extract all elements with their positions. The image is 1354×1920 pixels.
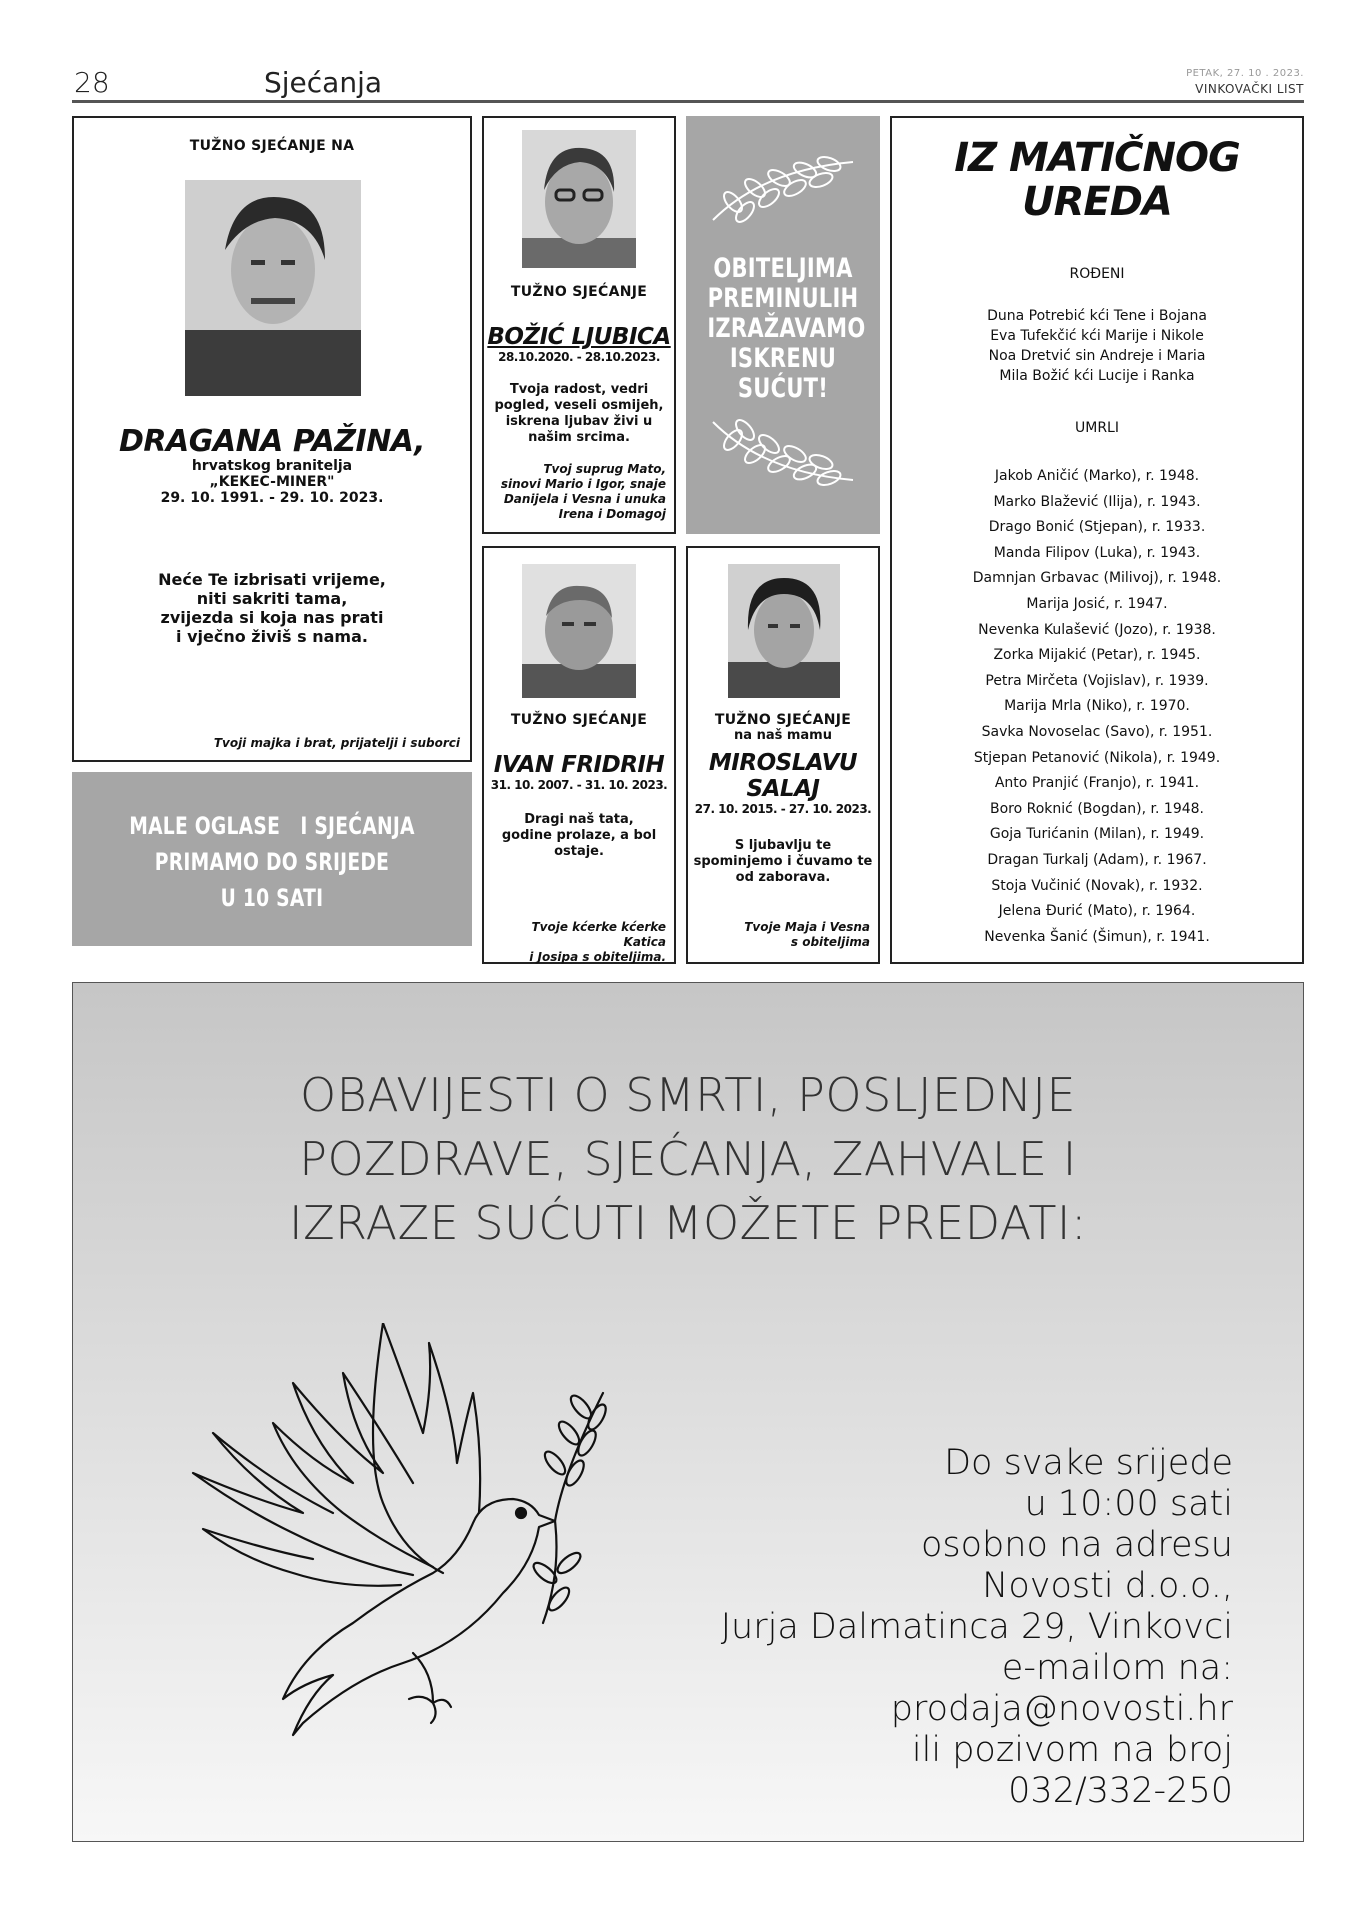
submission-info-ad xyxy=(72,982,1304,1842)
deceased-dates: 28.10.2020. - 28.10.2023. xyxy=(498,350,660,364)
signature-line: Irena i Domagoj xyxy=(558,507,666,521)
born-label: ROĐENI xyxy=(1069,266,1125,282)
registry-title xyxy=(892,136,1302,224)
text-line: spominjemo i čuvamo te xyxy=(693,854,873,869)
info-line: Do svake srijede xyxy=(944,1443,1233,1483)
died-entry: Boro Roknić (Bogdan), r. 1948. xyxy=(990,800,1204,817)
verse-line: Neće Te izbrisati vrijeme, xyxy=(158,570,386,589)
headline-line: IZRAZE SUĆUTI MOŽETE PREDATI: xyxy=(289,1196,1087,1250)
notice-caption: TUŽNO SJEĆANJE xyxy=(714,712,852,728)
dove-with-olive-branch-icon xyxy=(183,1323,643,1783)
signature xyxy=(486,462,666,522)
born-entry: Noa Dretvić sin Andreje i Maria xyxy=(988,348,1206,364)
notice-subcaption: na naš mamu xyxy=(734,728,832,743)
verse-line: i vječno živiš s nama. xyxy=(176,627,368,646)
header-rule xyxy=(72,100,1304,103)
died-entry: Stjepan Petanović (Nikola), r. 1949. xyxy=(973,749,1221,766)
deceased-dates: 31. 10. 2007. - 31. 10. 2023. xyxy=(490,778,668,792)
deceased-name: DRAGANA PAŽINA, xyxy=(119,424,425,459)
ad-headline xyxy=(73,1063,1303,1255)
died-entry: Damnjan Grbavac (Milivoj), r. 1948. xyxy=(972,570,1222,587)
notice-caption: TUŽNO SJEĆANJE xyxy=(510,284,648,300)
born-entry: Eva Tufekčić kći Marije i Nikole xyxy=(990,328,1204,344)
signature: Tvoji majka i brat, prijatelji i suborci xyxy=(213,736,460,750)
born-list xyxy=(892,306,1302,386)
condolence-line: PREMINULIH xyxy=(707,283,859,314)
died-entry: Drago Bonić (Stjepan), r. 1933. xyxy=(988,519,1206,536)
died-entry: Petra Mirčeta (Vojislav), r. 1939. xyxy=(985,672,1209,689)
signature-line: Danijela i Vesna i unuka xyxy=(503,492,666,506)
text-line: od zaborava. xyxy=(735,870,831,885)
newspaper-name: VINKOVAČKI LIST xyxy=(1195,82,1304,96)
portrait-woman-icon xyxy=(728,564,840,698)
died-entry: Stoja Vučinić (Novak), r. 1932. xyxy=(991,877,1203,894)
notice-bozic xyxy=(482,116,676,534)
died-entry: Nevenka Šanić (Šimun), r. 1941. xyxy=(984,928,1210,945)
signature-line: s obiteljima xyxy=(790,935,870,949)
died-entry: Manda Filipov (Luka), r. 1943. xyxy=(993,544,1201,561)
text-line: S ljubavlju te xyxy=(734,838,832,853)
ad-contact-info xyxy=(633,1443,1233,1812)
text-line: pogled, veseli osmijeh, xyxy=(494,398,664,413)
ads-line: PRIMAMO DO SRIJEDE xyxy=(154,848,390,876)
info-line: ili pozivom na broj xyxy=(911,1730,1233,1770)
condolence-line: ISKRENU xyxy=(729,343,837,374)
signature-line: Tvoje Maja i Vesna xyxy=(744,920,870,934)
portrait-photo xyxy=(185,180,361,396)
deceased-dates: 27. 10. 2015. - 27. 10. 2023. xyxy=(694,802,872,816)
ads-deadline-box xyxy=(72,772,472,946)
section-title: Sjećanja xyxy=(264,66,383,99)
died-entry: Goja Turićanin (Milan), r. 1949. xyxy=(989,826,1205,843)
born-entry: Mila Božić kći Lucije i Ranka xyxy=(999,368,1195,384)
ads-line: U 10 SATI xyxy=(220,884,324,912)
memorial-text xyxy=(484,382,674,446)
verse xyxy=(74,570,470,646)
portrait-photo xyxy=(522,564,636,698)
died-entry: Zorka Mijakić (Petar), r. 1945. xyxy=(993,647,1201,664)
signature xyxy=(690,920,870,950)
died-entry: Marija Josić, r. 1947. xyxy=(1026,595,1168,612)
olive-branch-icon xyxy=(700,150,866,230)
info-line: Novosti d.o.o., xyxy=(982,1566,1233,1606)
text-line: godine prolaze, a bol xyxy=(501,828,657,843)
email-link[interactable]: prodaja@novosti.hr xyxy=(890,1689,1233,1729)
portrait-man-icon xyxy=(522,564,636,698)
died-list xyxy=(892,464,1302,950)
notice-pazina xyxy=(72,116,472,762)
info-line: u 10:00 sati xyxy=(1024,1484,1233,1524)
ads-line: MALE OGLASE I SJEĆANJA xyxy=(129,812,415,840)
died-entry: Marko Blažević (Ilija), r. 1943. xyxy=(993,493,1201,510)
portrait-photo xyxy=(728,564,840,698)
name-line: SALAJ xyxy=(746,776,820,802)
portrait-woman-icon xyxy=(522,130,636,268)
born-entry: Duna Potrebić kći Tene i Bojana xyxy=(987,308,1207,324)
page-number: 28 xyxy=(74,66,110,99)
text-line: iskrena ljubav živi u xyxy=(505,414,653,429)
text-line: ostaje. xyxy=(554,844,604,859)
condolence-line: IZRAŽAVAMO xyxy=(707,313,866,344)
memorial-text xyxy=(484,812,674,860)
info-line: osobno na adresu xyxy=(921,1525,1233,1565)
portrait-photo xyxy=(522,130,636,268)
died-entry: Dragan Turkalj (Adam), r. 1967. xyxy=(987,851,1207,868)
title-line: IZ MATIČNOG xyxy=(954,135,1240,181)
verse-line: zvijezda si koja nas prati xyxy=(160,608,384,627)
condolence-box xyxy=(686,116,880,534)
died-entry: Nevenka Kulašević (Jozo), r. 1938. xyxy=(978,621,1216,638)
deceased-name: IVAN FRIDRIH xyxy=(493,752,665,778)
died-entry: Jakob Aničić (Marko), r. 1948. xyxy=(994,468,1200,484)
text-line: Dragi naš tata, xyxy=(524,812,634,827)
notice-caption: TUŽNO SJEĆANJE xyxy=(510,712,648,728)
signature-line: i Josipa s obiteljima. xyxy=(529,950,666,964)
olive-branch-icon xyxy=(700,412,866,492)
condolence-line: OBITELJIMA xyxy=(713,253,853,284)
condolence-line: SUĆUT! xyxy=(737,373,829,404)
verse-line: niti sakriti tama, xyxy=(196,589,348,608)
deceased-title: hrvatskog branitelja xyxy=(191,458,353,474)
text-line: Tvoja radost, vedri xyxy=(509,382,649,397)
notice-caption: TUŽNO SJEĆANJE NA xyxy=(189,138,355,154)
died-entry: Savka Novoselac (Savo), r. 1951. xyxy=(981,723,1213,740)
signature xyxy=(486,920,666,965)
phone-number[interactable]: 032/332-250 xyxy=(1008,1771,1233,1811)
notice-salaj xyxy=(686,546,880,964)
issue-date: PETAK, 27. 10 . 2023. xyxy=(1186,68,1304,79)
deceased-dates: 29. 10. 1991. - 29. 10. 2023. xyxy=(160,490,384,506)
notice-fridrih xyxy=(482,546,676,964)
signature-line: Tvoje kćerke kćerke Katica xyxy=(531,920,666,949)
died-entry: Anto Pranjić (Franjo), r. 1941. xyxy=(994,775,1200,792)
portrait-man-icon xyxy=(185,180,361,396)
info-line: e-mailom na: xyxy=(1001,1648,1233,1688)
headline-line: OBAVIJESTI O SMRTI, POSLJEDNJE xyxy=(299,1068,1077,1122)
address-line: Jurja Dalmatinca 29, Vinkovci xyxy=(720,1607,1233,1647)
signature-line: sinovi Mario i Igor, snaje xyxy=(500,477,666,491)
registry-office xyxy=(890,116,1304,964)
title-line: UREDA xyxy=(1022,179,1172,225)
deceased-name: BOŽIĆ LJUBICA xyxy=(487,324,671,350)
deceased-name xyxy=(688,750,878,802)
headline-line: POZDRAVE, SJEĆANJA, ZAHVALE I xyxy=(299,1132,1077,1186)
died-entry: Marija Mrla (Niko), r. 1970. xyxy=(1004,698,1190,715)
text-line: našim srcima. xyxy=(528,430,630,445)
name-line: MIROSLAVU xyxy=(708,750,858,776)
memorial-text xyxy=(688,838,878,886)
signature-line: Tvoj suprug Mato, xyxy=(543,462,666,476)
died-entry: Jelena Đurić (Mato), r. 1964. xyxy=(998,903,1196,920)
died-label: UMRLI xyxy=(1075,420,1119,436)
deceased-nickname: „KEKEC-MINER" xyxy=(209,474,335,490)
